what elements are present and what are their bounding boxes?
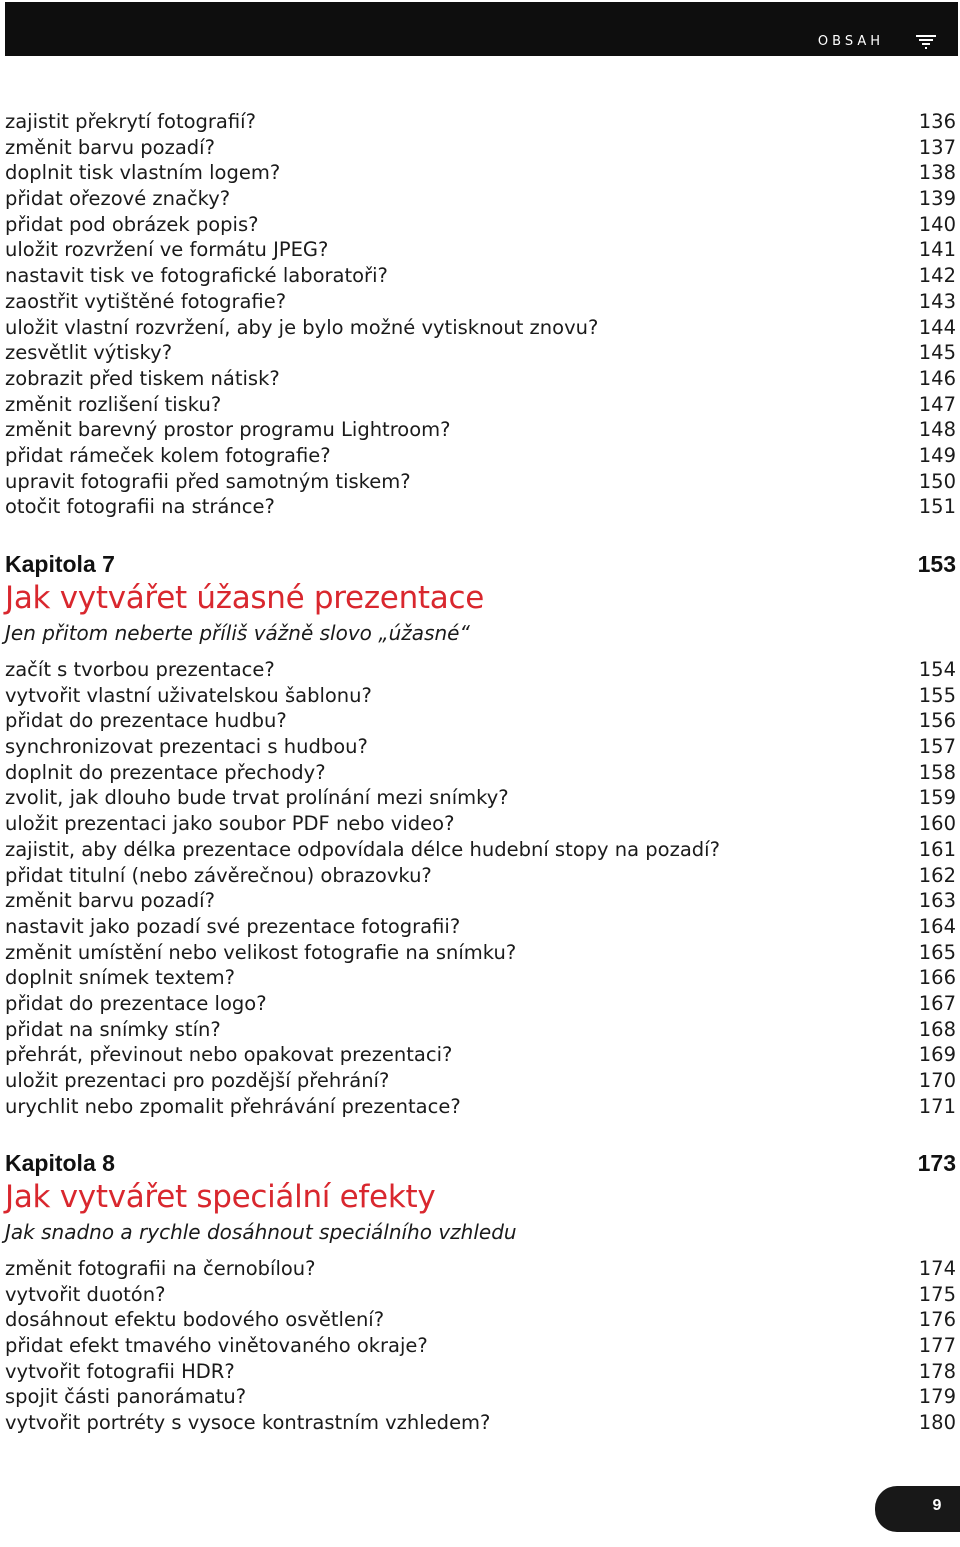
toc-entry[interactable] — [5, 1282, 956, 1308]
entry-page: 161 — [918, 837, 956, 861]
entry-page: 137 — [918, 135, 956, 159]
entry-text: vytvořit fotografii HDR? — [5, 1359, 235, 1383]
entry-page: 151 — [918, 495, 956, 519]
toc-entry[interactable] — [5, 263, 956, 289]
entry-page: 145 — [918, 341, 956, 365]
toc-entry[interactable] — [5, 443, 956, 469]
chapter-page: 173 — [917, 1150, 956, 1176]
entry-page: 158 — [918, 760, 956, 784]
toc-entry[interactable] — [5, 340, 956, 366]
toc-entry[interactable] — [5, 785, 956, 811]
toc-entry[interactable] — [5, 760, 956, 786]
entry-page: 167 — [918, 991, 956, 1015]
entry-text: zobrazit před tiskem nátisk? — [5, 366, 280, 390]
entry-text: přidat na snímky stín? — [5, 1017, 221, 1041]
toc-entry[interactable] — [5, 1359, 956, 1385]
entry-text: synchronizovat prezentaci s hudbou? — [5, 735, 368, 759]
chapter-label: Kapitola 8 — [5, 1150, 115, 1176]
toc-entry[interactable] — [5, 940, 956, 966]
entry-page: 170 — [918, 1069, 956, 1092]
toc-entry[interactable] — [5, 366, 956, 392]
toc-entry[interactable] — [5, 837, 956, 863]
toc-entry[interactable] — [5, 212, 956, 238]
entry-page: 163 — [918, 889, 956, 913]
chapter-subtitle: Jen přitom neberte příliš vážně slovo „úžasné“ — [5, 621, 470, 645]
toc-entry[interactable] — [5, 1333, 956, 1359]
toc-entry[interactable] — [5, 1384, 956, 1410]
toc-entry[interactable] — [5, 734, 956, 760]
chapter-7-list — [5, 657, 956, 1119]
toc-entry[interactable] — [5, 914, 956, 940]
chapter-heading[interactable] — [5, 1149, 956, 1177]
entry-text: doplnit tisk vlastním logem? — [5, 161, 281, 185]
toc-entry[interactable] — [5, 289, 956, 315]
toc-entry[interactable] — [5, 991, 956, 1017]
entry-page: 162 — [918, 863, 956, 887]
entry-page: 148 — [918, 418, 956, 442]
entry-text: vytvořit duotón? — [5, 1282, 166, 1306]
chapter-title: Jak vytvářet úžasné prezentace — [5, 580, 484, 616]
chapter-subtitle: Jak snadno a rychle dosáhnout speciálního vzhledu — [5, 1220, 517, 1244]
entry-page: 164 — [918, 914, 956, 938]
entry-page: 157 — [918, 735, 956, 759]
chapter-8 — [5, 1149, 956, 1247]
entry-page: 159 — [918, 786, 956, 810]
entry-text: uložit rozvržení ve formátu JPEG? — [5, 238, 329, 262]
toc-entry[interactable] — [5, 1042, 956, 1068]
entry-page: 143 — [918, 289, 956, 313]
toc-entry[interactable] — [5, 392, 956, 418]
entry-page: 174 — [918, 1257, 956, 1280]
toc-entry[interactable] — [5, 186, 956, 212]
entry-page: 175 — [918, 1282, 956, 1306]
entry-page: 138 — [918, 161, 956, 185]
entry-text: změnit rozlišení tisku? — [5, 392, 222, 416]
entry-text: uložit prezentaci jako soubor PDF nebo video? — [5, 812, 455, 836]
toc-entry[interactable] — [5, 417, 956, 443]
entry-text: změnit barevný prostor programu Lightroom? — [5, 418, 451, 442]
entry-text: otočit fotografii na stránce? — [5, 495, 275, 519]
entry-text: změnit barvu pozadí? — [5, 889, 215, 913]
entry-page: 149 — [918, 443, 956, 467]
entry-text: nastavit jako pozadí své prezentace fotografii? — [5, 914, 461, 938]
entry-text: urychlit nebo zpomalit přehrávání prezentace? — [5, 1094, 461, 1118]
header-bar — [5, 2, 958, 56]
entry-page: 165 — [918, 940, 956, 964]
entry-page: 169 — [918, 1043, 956, 1067]
toc-entry[interactable] — [5, 811, 956, 837]
toc-entry[interactable] — [5, 1410, 956, 1436]
entry-page: 144 — [918, 315, 956, 339]
chapter-7 — [5, 550, 956, 648]
page-number: 9 — [932, 1497, 942, 1514]
logo-icon — [916, 35, 936, 49]
toc-entry[interactable] — [5, 135, 956, 161]
entry-page: 150 — [918, 469, 956, 493]
entry-page: 166 — [918, 966, 956, 990]
toc-entry[interactable] — [5, 1068, 956, 1094]
toc-entry[interactable] — [5, 683, 956, 709]
entry-text: přidat titulní (nebo závěrečnou) obrazovku? — [5, 863, 432, 887]
toc-entry[interactable] — [5, 160, 956, 186]
entry-text: zaostřit vytištěné fotografie? — [5, 289, 287, 313]
toc-entry[interactable] — [5, 1307, 956, 1333]
entry-page: 168 — [918, 1017, 956, 1041]
toc-entry[interactable] — [5, 315, 956, 341]
entry-page: 179 — [918, 1385, 956, 1409]
entry-text: zajistit překrytí fotografií? — [5, 110, 256, 133]
entry-text: přidat ořezové značky? — [5, 187, 231, 211]
entry-page: 180 — [918, 1411, 956, 1435]
entry-text: začít s tvorbou prezentace? — [5, 658, 275, 681]
entry-page: 147 — [918, 392, 956, 416]
entry-page: 136 — [918, 110, 956, 133]
entry-page: 171 — [918, 1094, 956, 1118]
entry-page: 160 — [918, 812, 956, 836]
entry-text: doplnit snímek textem? — [5, 966, 235, 990]
entry-text: vytvořit vlastní uživatelskou šablonu? — [5, 683, 372, 707]
toc-entry[interactable] — [5, 1256, 956, 1282]
toc-entry[interactable] — [5, 888, 956, 914]
toc-entry[interactable] — [5, 494, 956, 520]
toc-entry[interactable] — [5, 469, 956, 495]
entry-text: nastavit tisk ve fotografické laboratoři? — [5, 264, 388, 288]
chapter-title: Jak vytvářet speciální efekty — [5, 1179, 436, 1215]
toc-entry[interactable] — [5, 657, 956, 683]
entry-page: 140 — [918, 212, 956, 236]
entry-page: 178 — [918, 1359, 956, 1383]
entry-text: zajistit, aby délka prezentace odpovídala délce hudební stopy na pozadí? — [5, 837, 720, 861]
entry-text: doplnit do prezentace přechody? — [5, 760, 326, 784]
entry-text: přehrát, převinout nebo opakovat prezentaci? — [5, 1043, 453, 1067]
entry-text: přidat rámeček kolem fotografie? — [5, 443, 331, 467]
toc-entry[interactable] — [5, 1017, 956, 1043]
toc-entry[interactable] — [5, 109, 956, 135]
entry-page: 155 — [918, 683, 956, 707]
toc-entry[interactable] — [5, 863, 956, 889]
entry-text: přidat efekt tmavého vinětovaného okraje? — [5, 1334, 428, 1358]
entry-text: přidat do prezentace hudbu? — [5, 709, 287, 733]
entry-text: zesvětlit výtisky? — [5, 341, 173, 365]
entry-page: 139 — [918, 187, 956, 211]
entry-text: přidat do prezentace logo? — [5, 991, 267, 1015]
entry-page: 154 — [918, 658, 956, 681]
chapter-heading[interactable] — [5, 550, 956, 578]
entry-text: změnit fotografii na černobílou? — [5, 1257, 316, 1280]
entry-text: uložit prezentaci pro pozdější přehrání? — [5, 1069, 390, 1092]
entry-text: dosáhnout efektu bodového osvětlení? — [5, 1308, 385, 1332]
chapter-8-list — [5, 1256, 956, 1436]
entry-page: 177 — [918, 1334, 956, 1358]
section-title: OBSAH — [817, 34, 884, 49]
entry-text: změnit barvu pozadí? — [5, 135, 215, 159]
toc-entry[interactable] — [5, 965, 956, 991]
entry-text: spojit části panorámatu? — [5, 1385, 247, 1409]
entry-text: uložit vlastní rozvržení, aby je bylo možné vytisknout znovu? — [5, 315, 599, 339]
chapter-page: 153 — [917, 551, 956, 577]
toc-list-continued — [5, 109, 956, 520]
entry-page: 146 — [918, 366, 956, 390]
entry-text: upravit fotografii před samotným tiskem? — [5, 469, 411, 493]
entry-page: 176 — [918, 1308, 956, 1332]
chapter-label: Kapitola 7 — [5, 551, 115, 577]
entry-text: změnit umístění nebo velikost fotografie na snímku? — [5, 940, 517, 964]
entry-text: vytvořit portréty s vysoce kontrastním vzhledem? — [5, 1411, 491, 1435]
entry-page: 156 — [918, 709, 956, 733]
entry-text: přidat pod obrázek popis? — [5, 212, 259, 236]
entry-text: zvolit, jak dlouho bude trvat prolínání mezi snímky? — [5, 786, 509, 810]
toc-entry[interactable] — [5, 708, 956, 734]
entry-page: 141 — [918, 238, 956, 262]
toc-entry[interactable] — [5, 1094, 956, 1120]
entry-page: 142 — [918, 264, 956, 288]
toc-entry[interactable] — [5, 237, 956, 263]
